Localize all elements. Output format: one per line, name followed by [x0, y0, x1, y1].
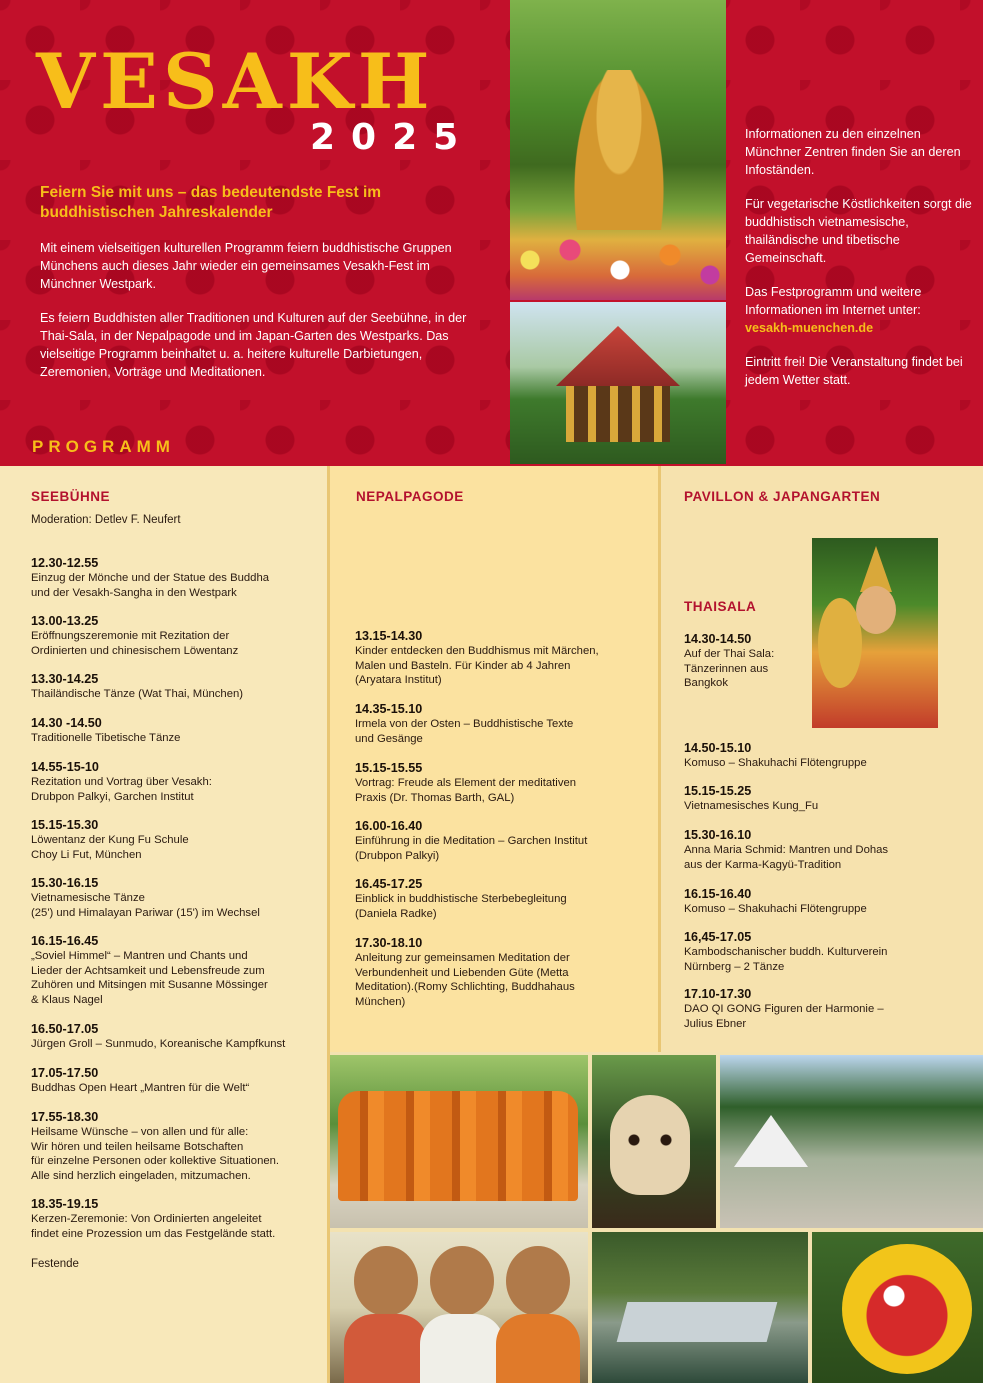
dance-masks-photo: [592, 1055, 716, 1228]
program-entry: [684, 632, 774, 691]
entry-time: 12.30-12.55: [31, 556, 99, 570]
entry-description: Eröffnungszeremonie mit Rezitation der Ordinierten und chinesischem Löwentanz: [31, 630, 239, 657]
entry-time: 17.30-18.10: [355, 936, 423, 950]
entry-description: Einführung in die Meditation – Garchen Institut (Drubpon Palkyi): [355, 835, 588, 862]
entry-time: 13.30-14.25: [31, 672, 99, 686]
entry-time: 16.00-16.40: [355, 819, 423, 833]
entry-time: 16.15-16.45: [31, 934, 99, 948]
section-title-thaisala: THAISALA: [684, 599, 757, 614]
entry-time: 14.55-15-10: [31, 760, 99, 774]
column-seebuehne: [0, 466, 327, 1383]
entry-time: 14.30-14.50: [684, 632, 752, 646]
flowers-shape: [510, 230, 726, 300]
program-entry: [31, 556, 269, 600]
info-admission: Eintritt frei! Die Veranstaltung findet bei jedem Wetter statt.: [745, 355, 963, 387]
entry-description: Anleitung zur gemeinsamen Meditation der Verbundenheit und Liebenden Güte (Metta Meditation).(Romy Schlichting, Buddhahaus München): [355, 952, 575, 1008]
program-entry: [31, 1110, 279, 1183]
entry-time: 15.15-15.55: [355, 761, 423, 775]
entry-description: Vortrag: Freude als Element der meditativen Praxis (Dr. Thomas Barth, GAL): [355, 777, 577, 804]
person-head-shape: [506, 1246, 570, 1316]
young-men-photo: [330, 1232, 588, 1383]
buddha-statue-shape: [574, 70, 664, 230]
entry-time: 16,45-17.05: [684, 930, 752, 944]
program-entry: [355, 877, 567, 921]
lion-dance-photo: [812, 1232, 983, 1383]
entry-description: Löwentanz der Kung Fu Schule Choy Li Fut, München: [31, 834, 189, 861]
program-entry: [31, 1066, 249, 1096]
sala-base-shape: [566, 386, 670, 442]
entry-description: Jürgen Groll – Sunmudo, Koreanische Kampfkunst: [31, 1038, 286, 1050]
entry-time: 14.50-15.10: [684, 741, 752, 755]
monk-robes-shape: [338, 1091, 578, 1201]
dancer-face-shape: [856, 586, 896, 634]
section-title-nepalpagode: NEPALPAGODE: [356, 489, 464, 504]
japanese-garden-photo: [592, 1232, 808, 1383]
page-title: VESAKH: [36, 37, 435, 126]
festival-crowd-photo: [720, 1055, 983, 1228]
entry-description: Anna Maria Schmid: Mantren und Dohas aus der Karma-Kagyü-Tradition: [684, 844, 889, 871]
program-entry: [355, 629, 599, 688]
program-entry: [355, 761, 576, 805]
entry-description: Vietnamesisches Kung_Fu: [684, 800, 819, 812]
column-divider: [658, 466, 661, 1052]
entry-description: Auf der Thai Sala: Tänzerinnen aus Bangkok: [684, 648, 775, 690]
programm-heading: PROGRAMM: [32, 437, 175, 456]
program-entry: [31, 760, 212, 804]
program-entry: [355, 936, 575, 1009]
program-entry: [31, 1197, 275, 1241]
intro-paragraph-2: Es feiern Buddhisten aller Traditionen und Kulturen auf der Seebühne, in der Thai-Sala, in der Nepalpagode und im Japan-Garten des Westparks. Das vielseitige Programm beinhaltet u. a. heitere kulturelle Darbietungen, Zeremonien, Vorträge und Meditationen.: [40, 311, 467, 379]
section-title-seebuehne: SEEBÜHNE: [31, 489, 111, 504]
entry-description: Rezitation und Vortrag über Vesakh: Drubpon Palkyi, Garchen Institut: [31, 776, 212, 803]
entry-time: 14.35-15.10: [355, 702, 423, 716]
stage-shape: [617, 1302, 778, 1342]
entry-time: 15.15-15.30: [31, 818, 99, 832]
festende-label: Festende: [31, 1258, 79, 1270]
entry-description: „Soviel Himmel“ – Mantren und Chants und Lieder der Achtsamkeit und Lebensfreude zum Zuhören und Mitsingen mit Susanne Mössinger & Klaus Nagel: [31, 950, 268, 1006]
thai-sala-photo: [510, 302, 726, 464]
info-website: [745, 283, 975, 337]
intro-paragraph-1: Mit einem vielseitigen kulturellen Programm feiern buddhistische Gruppen Münchens auch dieses Jahr wieder ein gemeinsames Vesakh-Fest im Münchner Westpark.: [40, 241, 452, 291]
entry-description: DAO QI GONG Figuren der Harmonie – Julius Ebner: [684, 1003, 884, 1030]
mask-shape: [610, 1095, 690, 1195]
entry-time: 17.05-17.50: [31, 1066, 99, 1080]
info-panel: [745, 125, 975, 405]
person-head-shape: [430, 1246, 494, 1316]
person-body-shape: [496, 1314, 580, 1383]
entry-time: 17.10-17.30: [684, 987, 752, 1001]
entry-description: Thailändische Tänze (Wat Thai, München): [31, 688, 244, 700]
program-entry: [31, 1022, 285, 1052]
entry-time: 16.45-17.25: [355, 877, 423, 891]
entry-time: 18.35-19.15: [31, 1197, 99, 1211]
person-body-shape: [344, 1314, 428, 1383]
tent-shape: [734, 1115, 808, 1167]
program-entry: [31, 934, 268, 1007]
program-entry: [31, 876, 260, 920]
entry-description: Buddhas Open Heart „Mantren für die Welt“: [31, 1082, 250, 1094]
program-entry: [31, 672, 243, 702]
program-entry: [31, 716, 180, 746]
program-entry: [684, 887, 867, 917]
entry-time: 15.30-16.10: [684, 828, 752, 842]
entry-time: 13.15-14.30: [355, 629, 423, 643]
program-entry: [31, 818, 189, 862]
program-entry: [684, 828, 888, 872]
program-entry: [355, 819, 587, 863]
thai-dancer-photo: [812, 538, 938, 728]
entry-description: Einblick in buddhistische Sterbebegleitung (Daniela Radke): [355, 893, 567, 920]
event-year: 2025: [310, 117, 475, 158]
sala-roof-shape: [556, 326, 680, 386]
entry-description: Irmela von der Osten – Buddhistische Texte und Gesänge: [355, 718, 574, 745]
program-entry: [684, 784, 818, 814]
program-entry: [31, 614, 238, 658]
section-title-pavillon: PAVILLON & JAPANGARTEN: [684, 489, 881, 504]
program-entry: [684, 930, 887, 974]
program-entry: [684, 741, 867, 771]
buddha-statue-photo: [510, 0, 726, 300]
entry-description: Kambodschanischer buddh. Kulturverein Nürnberg – 2 Tänze: [684, 946, 888, 973]
entry-description: Komuso – Shakuhachi Flötengruppe: [684, 903, 867, 915]
person-body-shape: [420, 1314, 504, 1383]
info-website-text: Das Festprogramm und weitere Informationen im Internet unter:: [745, 285, 922, 317]
entry-description: Heilsame Wünsche – von allen und für alle: Wir hören und teilen heilsame Botschaften für einzelne Personen oder kollektive Situationen. Alle sind herzlich eingeladen, mitzumachen.: [31, 1126, 280, 1182]
header-banner: [0, 0, 983, 466]
website-link[interactable]: vesakh-muenchen.de: [745, 321, 874, 335]
entry-description: Vietnamesische Tänze (25') und Himalayan Pariwar (15') im Wechsel: [31, 892, 260, 919]
headline: Feiern Sie mit uns – das bedeutendste Fest im buddhistischen Jahreskalender: [40, 184, 382, 221]
moderation-note: Moderation: Detlev F. Neufert: [31, 514, 181, 526]
entry-description: Traditionelle Tibetische Tänze: [31, 732, 181, 744]
entry-description: Kerzen-Zeremonie: Von Ordinierten angeleitet findet eine Prozession um das Festgelände statt.: [31, 1213, 276, 1240]
info-food: Für vegetarische Köstlichkeiten sorgt die buddhistisch vietnamesische, thailändische und tibetische Gemeinschaft.: [745, 197, 972, 265]
entry-time: 15.15-15.25: [684, 784, 752, 798]
entry-time: 13.00-13.25: [31, 614, 99, 628]
info-centers: Informationen zu den einzelnen Münchner Zentren finden Sie an deren Infoständen.: [745, 127, 961, 177]
entry-description: Komuso – Shakuhachi Flötengruppe: [684, 757, 867, 769]
entry-time: 15.30-16.15: [31, 876, 99, 890]
program-entry: [684, 987, 884, 1031]
program-entry: [355, 702, 573, 746]
lion-head-shape: [842, 1244, 972, 1374]
entry-description: Einzug der Mönche und der Statue des Buddha und der Vesakh-Sangha in den Westpark: [31, 572, 270, 599]
monks-procession-photo: [330, 1055, 588, 1228]
entry-time: 17.55-18.30: [31, 1110, 99, 1124]
entry-time: 14.30 -14.50: [31, 716, 102, 730]
person-head-shape: [354, 1246, 418, 1316]
entry-time: 16.50-17.05: [31, 1022, 99, 1036]
entry-time: 16.15-16.40: [684, 887, 752, 901]
entry-description: Kinder entdecken den Buddhismus mit Märchen, Malen und Basteln. Für Kinder ab 4 Jahren (Aryatara Institut): [355, 645, 599, 687]
